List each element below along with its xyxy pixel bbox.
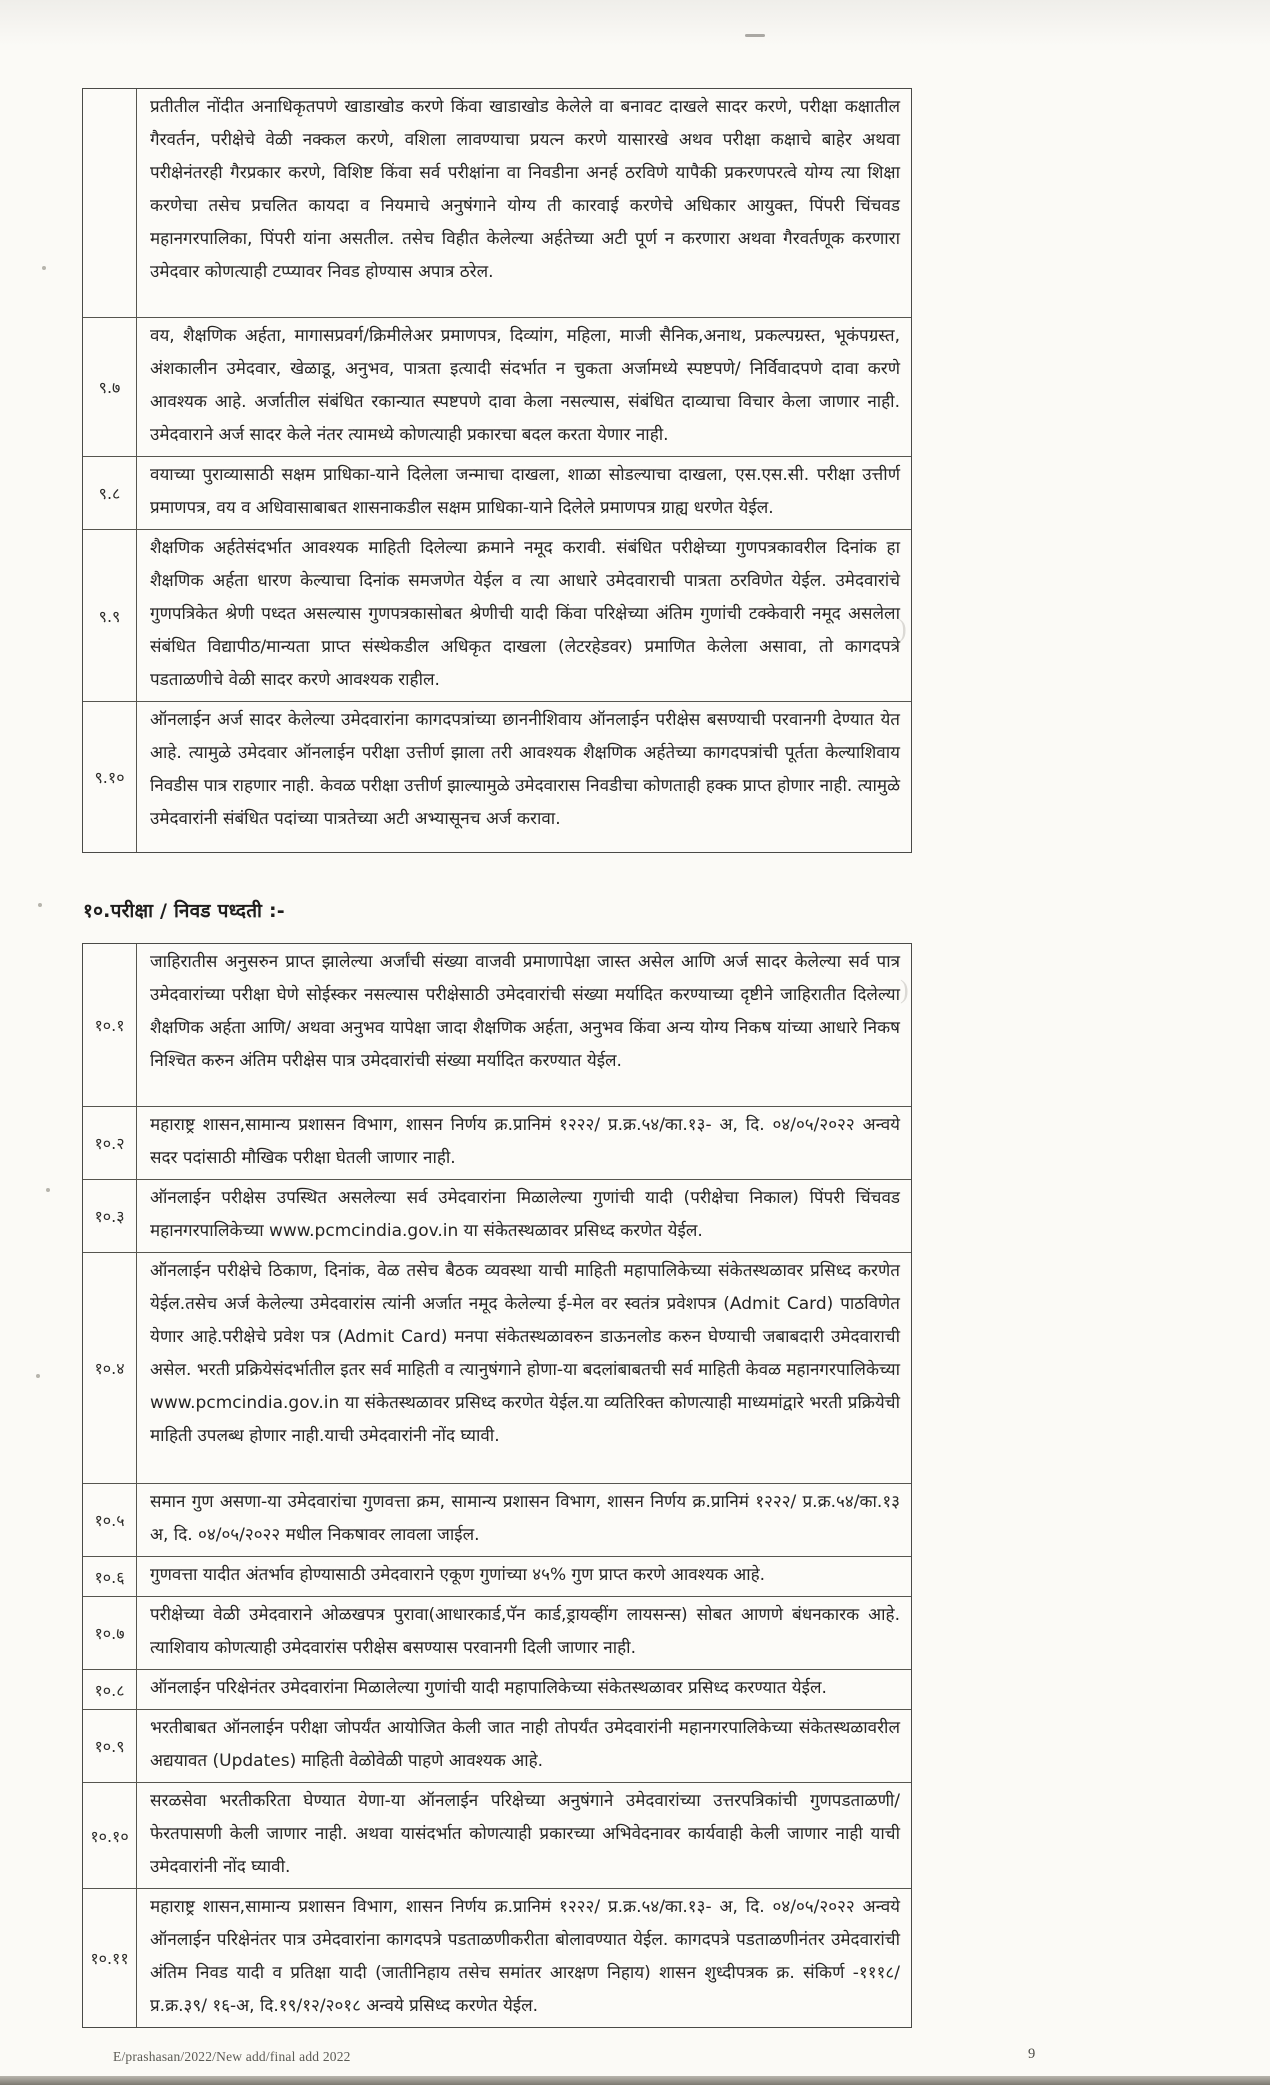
- row-number: ९.१०: [83, 702, 137, 852]
- section10-table: [82, 943, 912, 2028]
- row-number: १०.४: [83, 1253, 137, 1483]
- page-number: 9: [1028, 2046, 1036, 2062]
- scan-artifact: [36, 1374, 40, 1378]
- row-number: १०.२: [83, 1107, 137, 1179]
- row-number: ९.९: [83, 530, 137, 701]
- table-row: [83, 1889, 911, 2027]
- scan-edge-top: [0, 0, 1270, 46]
- table-row: [83, 1253, 911, 1484]
- row-text: शैक्षणिक अर्हतेसंदर्भात आवश्यक माहिती दिलेल्या क्रमाने नमूद करावी. संबंधित परीक्षेच्या गुणपत्रकावरील दिनांक हा शैक्षणिक अर्हता धारण केल्याचा दिनांक समजणेत येईल व त्या आधारे उमेदवाराची पात्रता ठरविणेत येईल. उमेदवारांचे गुणपत्रिकेत श्रेणी पध्दत असल्यास गुणपत्रकासोबत श्रेणीची यादी किंवा परिक्षेच्या अंतिम गुणांची टक्केवारी नमूद असलेला संबंधित विद्यापीठ/मान्यता प्राप्त संस्थेकडील अधिकृत दाखला (लेटरहेडवर) प्रमाणित केलेला असावा, तो कागदपत्रे पडताळणीचे वेळी सादर करणे आवश्यक राहील.: [150, 538, 900, 690]
- row-text: ऑनलाईन परीक्षेचे ठिकाण, दिनांक, वेळ तसेच बैठक व्यवस्था याची माहिती महापालिकेच्या संकेतस्थळावर प्रसिध्द करणेत येईल.तसेच अर्ज केलेल्या उमेदवारांस त्यांनी अर्जात नमूद केलेल्या ई-मेल वर स्वतंत्र प्रवेशपत्र (Admit Card) पाठविणेत येणार आहे.परीक्षेचे प्रवेश पत्र (Admit Card) मनपा संकेतस्थळावरुन डाऊनलोड करुन घेण्याची जबाबदारी उमेदवाराची असेल. भरती प्रक्रियेसंदर्भातील इतर सर्व माहिती व त्यानुषंगाने होणा-या बदलांबाबतची सर्व माहिती केवळ महानगरपालिकेच्या www.pcmcindia.gov.in या संकेतस्थळावर प्रसिध्द करणेत येईल.या व्यतिरिक्त कोणत्याही माध्यमांद्वारे भरती प्रक्रियेची माहिती उपलब्ध होणार नाही.याची उमेदवारांनी नोंद घ्यावी.: [150, 1261, 900, 1446]
- row-number: १०.७: [83, 1597, 137, 1669]
- table-row: [83, 1597, 911, 1670]
- row-text: गुणवत्ता यादीत अंतर्भाव होण्यासाठी उमेदवाराने एकूण गुणांच्या ४५% गुण प्राप्त करणे आवश्यक आहे.: [150, 1565, 766, 1585]
- table-row: [83, 1783, 911, 1889]
- row-number: ९.८: [83, 457, 137, 529]
- row-number: १०.३: [83, 1180, 137, 1252]
- row-text: भरतीबाबत ऑनलाईन परीक्षा जोपर्यंत आयोजित केली जात नाही तोपर्यंत उमेदवारांनी महानगरपालिकेच्या संकेतस्थळावरील अद्ययावत (Updates) माहिती वेळोवेळी पाहणे आवश्यक आहे.: [150, 1718, 900, 1771]
- table-row: [83, 318, 911, 457]
- row-text: ऑनलाईन परीक्षेस उपस्थित असलेल्या सर्व उमेदवारांना मिळालेल्या गुणांची यादी (परीक्षेचा निकाल) पिंपरी चिंचवड महानगरपालिकेच्या www.pcmcindia.gov.in या संकेतस्थळावर प्रसिध्द करणेत येईल.: [150, 1188, 900, 1241]
- section9-table: [82, 88, 912, 853]
- table-row: [83, 1710, 911, 1783]
- row-text: महाराष्ट्र शासन,सामान्य प्रशासन विभाग, शासन निर्णय क्र.प्रानिमं १२२२/ प्र.क्र.५४/का.१३- अ, दि. ०४/०५/२०२२ अन्वये ऑनलाईन परिक्षेनंतर पात्र उमेदवारांना कागदपत्रे पडताळणीकरीता बोलावण्यात येईल. कागदपत्रे पडताळणीनंतर उमेदवारांची अंतिम निवड यादी व प्रतिक्षा यादी (जातीनिहाय तसेच समांतर आरक्षण निहाय) शासन शुध्दीपत्रक क्र. संकिर्ण -१११८/प्र.क्र.३९/ १६-अ, दि.१९/१२/२०१८ अन्वये प्रसिध्द करणेत येईल.: [150, 1897, 900, 2016]
- scan-edge-bottom: [0, 2076, 1270, 2085]
- row-number: १०.८: [83, 1670, 137, 1709]
- table-row: [83, 1180, 911, 1253]
- scan-artifact: [46, 1188, 50, 1192]
- table-row: [83, 1107, 911, 1180]
- row-number: १०.९: [83, 1710, 137, 1782]
- row-text: ऑनलाईन परिक्षेनंतर उमेदवारांना मिळालेल्या गुणांची यादी महापालिकेच्या संकेतस्थळावर प्रसिध्द करण्यात येईल.: [150, 1678, 827, 1698]
- table-row: [83, 1557, 911, 1597]
- row-text: सरळसेवा भरतीकरिता घेण्यात येणा-या ऑनलाईन परिक्षेच्या अनुषंगाने उमेदवारांच्या उत्तरपत्रिकांची गुणपडताळणी/फेरतपासणी केली जाणार नाही. अथवा यासंदर्भात कोणत्याही प्रकारच्या अभिवेदनावर कार्यवाही केली जाणार नाही याची उमेदवारांनी नोंद घ्यावी.: [150, 1791, 900, 1877]
- row-text: समान गुण असणा-या उमेदवारांचा गुणवत्ता क्रम, सामान्य प्रशासन विभाग, शासन निर्णय क्र.प्रानिमं १२२२/ प्र.क्र.५४/का.१३ अ, दि. ०४/०५/२०२२ मधील निकषावर लावला जाईल.: [150, 1492, 900, 1545]
- section10-heading: १०.परीक्षा / निवड पध्दती :-: [83, 900, 285, 922]
- row-text: परीक्षेच्या वेळी उमेदवाराने ओळखपत्र पुरावा(आधारकार्ड,पॅन कार्ड,ड्रायव्हींग लायसन्स) सोबत आणणे बंधनकारक आहे. त्याशिवाय कोणत्याही उमेदवारांस परीक्षेस बसण्यास परवानगी दिली जाणार नाही.: [150, 1605, 900, 1658]
- table-row: [83, 944, 911, 1107]
- table-row: [83, 702, 911, 852]
- scan-artifact: [38, 903, 42, 907]
- table-row: [83, 457, 911, 530]
- row-number: १०.१०: [83, 1783, 137, 1888]
- scan-artifact: [42, 266, 46, 270]
- scan-artifact: ): [900, 975, 909, 1004]
- row-number: ९.७: [83, 318, 137, 456]
- row-text: प्रतीतील नोंदीत अनाधिकृतपणे खाडाखोड करणे किंवा खाडाखोड केलेले वा बनावट दाखले सादर करणे, परीक्षा कक्षातील गैरवर्तन, परीक्षेचे वेळी नक्कल करणे, वशिला लावण्याचा प्रयत्न करणे यासारखे अथव परीक्षा कक्षाचे बाहेर अथवा परीक्षेनंतरही गैरप्रकार करणे, विशिष्ट किंवा सर्व परीक्षांना वा निवडीना अनर्ह ठरविणे यापैकी प्रकरणपरत्वे योग्य त्या शिक्षा करणेचा तसेच प्रचलित कायदा व नियमाचे अनुषंगाने योग्य ती कारवाई करणेचे अधिकार आयुक्त, पिंपरी चिंचवड महानगरपालिका, पिंपरी यांना असतील. तसेच विहीत केलेल्या अर्हतेच्या अटी पूर्ण न करणारा अथवा गैरवर्तणूक करणारा उमेदवार कोणत्याही टप्प्यावर निवड होण्यास अपात्र ठरेल.: [150, 97, 900, 282]
- row-text: ऑनलाईन अर्ज सादर केलेल्या उमेदवारांना कागदपत्रांच्या छाननीशिवाय ऑनलाईन परीक्षेस बसण्याची परवानगी देण्यात येत आहे. त्यामुळे उमेदवार ऑनलाईन परीक्षा उत्तीर्ण झाला तरी आवश्यक शैक्षणिक अर्हतेच्या कागदपत्रांची पूर्तता केल्याशिवाय निवडीस पात्र राहणार नाही. केवळ परीक्षा उत्तीर्ण झाल्यामुळे उमेदवारास निवडीचा कोणताही हक्क प्राप्त होणार नाही. त्यामुळे उमेदवारांनी संबंधित पदांच्या पात्रतेच्या अटी अभ्यासूनच अर्ज करावा.: [150, 710, 900, 829]
- row-number: १०.११: [83, 1889, 137, 2027]
- footer-file-path: E/prashasan/2022/New add/final add 2022: [113, 2049, 351, 2064]
- row-number: १०.५: [83, 1484, 137, 1556]
- row-number: १०.६: [83, 1557, 137, 1596]
- scan-artifact: [745, 34, 765, 37]
- table-row: [83, 530, 911, 702]
- row-text: जाहिरातीस अनुसरुन प्राप्त झालेल्या अर्जांची संख्या वाजवी प्रमाणापेक्षा जास्त असेल आणि अर्ज सादर केलेल्या सर्व पात्र उमेदवारांच्या परीक्षा घेणे सोईस्कर नसल्यास परीक्षेसाठी उमेदवारांची संख्या मर्यादित करण्याच्या दृष्टीने जाहिरातीत दिलेल्या शैक्षणिक अर्हता आणि/ अथवा अनुभव यापेक्षा जादा शैक्षणिक अर्हता, अनुभव किंवा अन्य योग्य निकष यांच्या आधारे निकष निश्चित करुन अंतिम परीक्षेस पात्र उमेदवारांची संख्या मर्यादित करण्यात येईल.: [150, 952, 900, 1071]
- table-row: [83, 89, 911, 318]
- row-text: वयाच्या पुराव्यासाठी सक्षम प्राधिका-याने दिलेला जन्माचा दाखला, शाळा सोडल्याचा दाखला, एस.एस.सी. परीक्षा उत्तीर्ण प्रमाणपत्र, वय व अधिवासाबाबत शासनाकडील सक्षम प्राधिका-याने दिलेले प्रमाणपत्र ग्राह्य धरणेत येईल.: [150, 465, 900, 518]
- scan-artifact: ): [898, 614, 907, 643]
- table-row: [83, 1484, 911, 1557]
- row-text: वय, शैक्षणिक अर्हता, मागासप्रवर्ग/क्रिमीलेअर प्रमाणपत्र, दिव्यांग, महिला, माजी सैनिक,अनाथ, प्रकल्पग्रस्त, भूकंपग्रस्त, अंशकालीन उमेदवार, खेळाडू, अनुभव, पात्रता इत्यादी संदर्भात न चुकता अर्जामध्ये स्पष्टपणे/ निर्विवादपणे दावा करणे आवश्यक आहे. अर्जातील संबंधित रकान्यात स्पष्टपणे दावा केला नसल्यास, संबंधित दाव्याचा विचार केला जाणार नाही. उमेदवाराने अर्ज सादर केले नंतर त्यामध्ये कोणत्याही प्रकारचा बदल करता येणार नाही.: [150, 326, 900, 445]
- table-row: [83, 1670, 911, 1710]
- row-text: महाराष्ट्र शासन,सामान्य प्रशासन विभाग, शासन निर्णय क्र.प्रानिमं १२२२/ प्र.क्र.५४/का.१३- अ, दि. ०४/०५/२०२२ अन्वये सदर पदांसाठी मौखिक परीक्षा घेतली जाणार नाही.: [150, 1115, 900, 1168]
- row-number: १०.१: [83, 944, 137, 1106]
- row-number: [83, 89, 137, 317]
